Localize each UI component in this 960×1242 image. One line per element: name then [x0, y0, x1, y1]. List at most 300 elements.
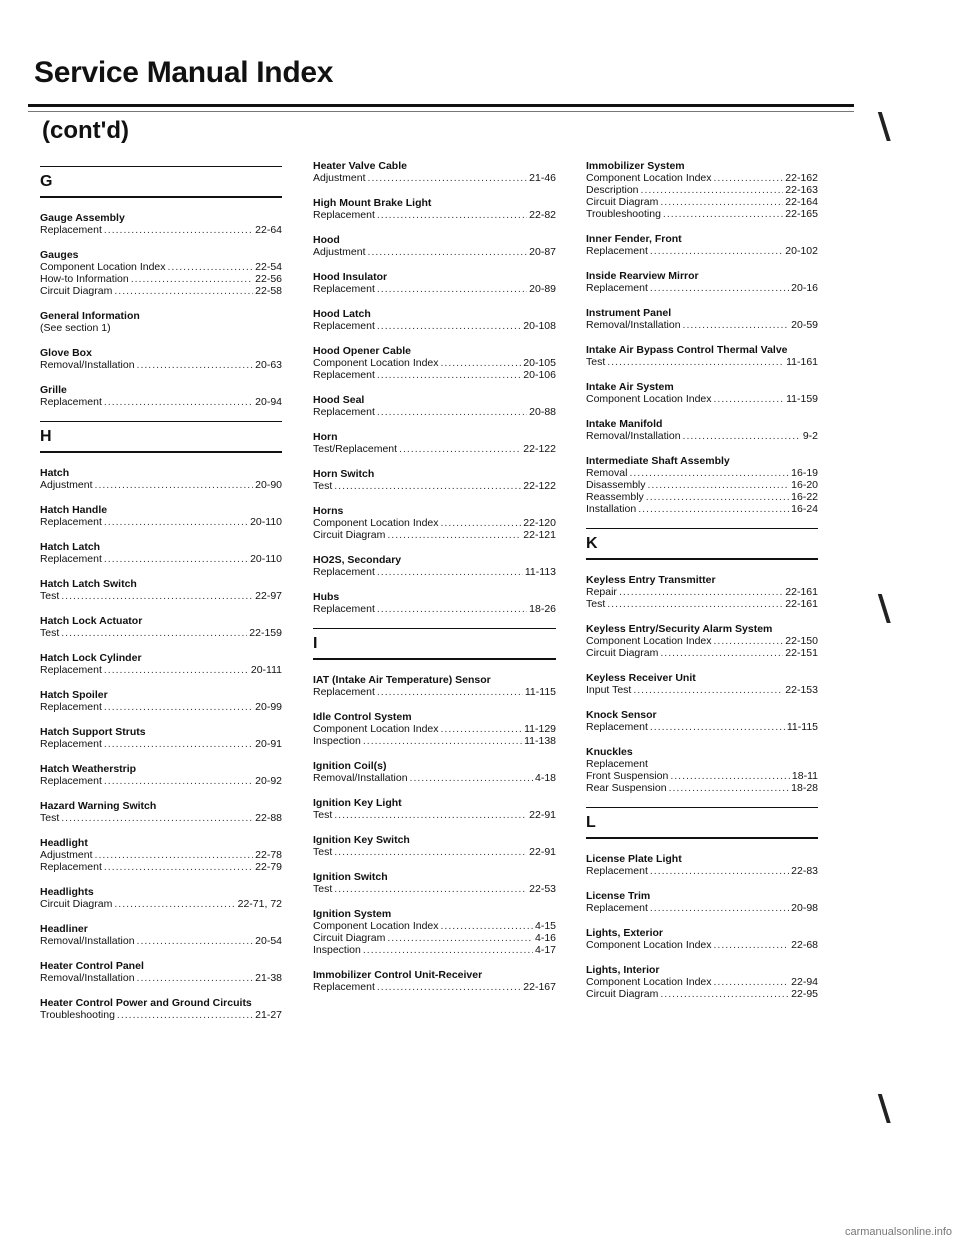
- entry-label: Reassembly: [586, 491, 644, 503]
- entry-row[interactable]: [586, 503, 818, 515]
- entry-label: Replacement: [313, 283, 375, 295]
- leader-dots: [377, 603, 527, 615]
- entry-label: Test: [313, 883, 333, 895]
- entry-row[interactable]: [586, 598, 818, 610]
- entry-row[interactable]: [313, 517, 556, 529]
- section-header: [586, 807, 818, 839]
- entry-row[interactable]: [586, 988, 818, 1000]
- entry-page: 22-161: [785, 598, 818, 610]
- leader-dots: [334, 809, 527, 821]
- entry-page: 22-167: [523, 981, 556, 993]
- entry-label: Replacement: [40, 775, 102, 787]
- entry-row[interactable]: [586, 865, 818, 877]
- entry-title: Intake Air Bypass Control Thermal Valve: [586, 344, 788, 356]
- entry-row[interactable]: [586, 635, 818, 647]
- index-entry: [40, 249, 282, 297]
- entry-label: Test: [586, 356, 606, 368]
- entry-page: 16-19: [791, 467, 818, 479]
- entry-title: Intermediate Shaft Assembly: [586, 455, 730, 467]
- entry-label: Inspection: [313, 944, 361, 956]
- entry-title: Hatch Latch: [40, 541, 101, 553]
- entry-label: Component Location Index: [313, 920, 439, 932]
- entry-title: HO2S, Secondary: [313, 554, 402, 566]
- index-entry: [40, 689, 282, 713]
- entry-row[interactable]: [313, 772, 556, 784]
- entry-label: Disassembly: [586, 479, 646, 491]
- leader-dots: [61, 627, 247, 639]
- section-letter: H: [40, 428, 52, 445]
- entry-page: 4-15: [534, 920, 556, 932]
- leader-dots: [663, 208, 783, 220]
- entry-row[interactable]: [586, 721, 818, 733]
- index-column-1: [40, 160, 282, 1034]
- watermark: carmanualsonline.info: [844, 1226, 952, 1238]
- entry-title: Idle Control System: [313, 711, 412, 723]
- entry-page: 20-63: [255, 359, 282, 371]
- entry-title: Hatch Lock Cylinder: [40, 652, 142, 664]
- entry-title: Immobilizer Control Unit-Receiver: [313, 969, 483, 981]
- index-column-2: [313, 160, 556, 1006]
- entry-page: 20-110: [250, 553, 282, 565]
- index-entry: [586, 746, 818, 794]
- index-entry: [586, 890, 818, 914]
- entry-page: 11-113: [524, 566, 556, 578]
- index-entry: [313, 711, 556, 747]
- entry-page: 18-11: [791, 770, 818, 782]
- section-letter: G: [40, 173, 53, 190]
- index-entry: [313, 760, 556, 784]
- entry-row[interactable]: [40, 396, 282, 408]
- index-entry: [586, 853, 818, 877]
- leader-dots: [363, 944, 533, 956]
- entry-row[interactable]: [313, 981, 556, 993]
- index-entry: [313, 554, 556, 578]
- leader-dots: [714, 172, 784, 184]
- entry-label: Adjustment: [40, 849, 93, 861]
- leader-dots: [646, 491, 789, 503]
- entry-page: 11-115: [786, 721, 818, 733]
- index-entry: [586, 709, 818, 733]
- entry-page: 20-102: [785, 245, 818, 257]
- entry-label: Component Location Index: [586, 172, 712, 184]
- entry-title: License Trim: [586, 890, 651, 902]
- entry-page: 18-26: [529, 603, 556, 615]
- leader-dots: [714, 939, 790, 951]
- leader-dots: [95, 849, 254, 861]
- entry-row[interactable]: [586, 184, 818, 196]
- entry-page: 11-138: [524, 735, 556, 747]
- entry-title: Hatch Lock Actuator: [40, 615, 143, 627]
- entry-label: Replacement: [586, 902, 648, 914]
- entry-label: Component Location Index: [586, 939, 712, 951]
- index-entry: [313, 969, 556, 993]
- entry-row[interactable]: [313, 480, 556, 492]
- entry-row[interactable]: [586, 282, 818, 294]
- entry-row[interactable]: [586, 902, 818, 914]
- entry-page: 11-161: [786, 356, 818, 368]
- entry-page: 21-27: [255, 1009, 282, 1021]
- entry-page: 22-94: [791, 976, 818, 988]
- entry-page: 20-111: [250, 664, 282, 676]
- index-entry: [586, 623, 818, 659]
- entry-page: 20-59: [791, 319, 818, 331]
- entry-page: 20-105: [523, 357, 556, 369]
- entry-page: 22-95: [791, 988, 818, 1000]
- entry-page: 18-28: [791, 782, 818, 794]
- entry-title: Heater Control Power and Ground Circuits: [40, 997, 252, 1009]
- entry-row[interactable]: [313, 246, 556, 258]
- leader-dots: [104, 516, 248, 528]
- entry-title: Intake Manifold: [586, 418, 663, 430]
- entry-title: Keyless Receiver Unit: [586, 672, 696, 684]
- entry-title: Ignition System: [313, 908, 392, 920]
- entry-row[interactable]: [40, 590, 282, 602]
- entry-row[interactable]: [313, 883, 556, 895]
- section-rule: [586, 558, 818, 560]
- entry-row[interactable]: [40, 664, 282, 676]
- index-entry: [40, 504, 282, 528]
- entry-title: High Mount Brake Light: [313, 197, 432, 209]
- entry-title: Hood Opener Cable: [313, 345, 412, 357]
- entry-row[interactable]: [313, 209, 556, 221]
- entry-page: 22-58: [255, 285, 282, 297]
- entry-row[interactable]: [40, 861, 282, 873]
- entry-label: Circuit Diagram: [40, 285, 113, 297]
- index-entry: [313, 197, 556, 221]
- leader-dots: [137, 935, 254, 947]
- leader-dots: [114, 285, 253, 297]
- entry-label: Component Location Index: [40, 261, 166, 273]
- entry-row[interactable]: [40, 627, 282, 639]
- index-entry: [40, 923, 282, 947]
- title-rule-thin: [28, 111, 854, 112]
- entry-title: Headliner: [40, 923, 88, 935]
- entry-title: General Information: [40, 310, 140, 322]
- entry-row[interactable]: [586, 491, 818, 503]
- entry-page: 22-121: [523, 529, 556, 541]
- entry-page: 22-64: [255, 224, 282, 236]
- entry-label: Test: [40, 812, 60, 824]
- entry-title: Immobilizer System: [586, 160, 685, 172]
- index-entry: [313, 591, 556, 615]
- leader-dots: [441, 920, 533, 932]
- entry-row[interactable]: [40, 775, 282, 787]
- leader-dots: [410, 772, 533, 784]
- entry-title: Hazard Warning Switch: [40, 800, 157, 812]
- entry-row[interactable]: [313, 920, 556, 932]
- leader-dots: [131, 273, 253, 285]
- index-entry: [313, 834, 556, 858]
- entry-row[interactable]: [586, 586, 818, 598]
- section-rule: [40, 451, 282, 453]
- leader-dots: [633, 684, 783, 696]
- index-entry: [40, 997, 282, 1021]
- entry-title: Inside Rearview Mirror: [586, 270, 699, 282]
- entry-row[interactable]: [40, 359, 282, 371]
- section-header: [313, 628, 556, 660]
- section-rule: [40, 196, 282, 198]
- entry-row[interactable]: [40, 898, 282, 910]
- entry-page: 22-68: [791, 939, 818, 951]
- entry-label: Component Location Index: [313, 357, 439, 369]
- entry-page: 11-115: [524, 686, 556, 698]
- entry-page: 4-16: [534, 932, 556, 944]
- entry-title: IAT (Intake Air Temperature) Sensor: [313, 674, 491, 686]
- entry-page: 16-24: [791, 503, 818, 515]
- entry-title: Ignition Key Light: [313, 797, 402, 809]
- entry-row[interactable]: [313, 723, 556, 735]
- entry-label: Replacement: [313, 686, 375, 698]
- entry-label: Removal/Installation: [313, 772, 408, 784]
- entry-row[interactable]: [586, 647, 818, 659]
- index-entry: [313, 797, 556, 821]
- entry-label: Replacement: [586, 245, 648, 257]
- leader-dots: [363, 735, 522, 747]
- entry-row[interactable]: [313, 686, 556, 698]
- entry-page: 20-87: [529, 246, 556, 258]
- entry-label: Replacement: [313, 406, 375, 418]
- entry-page: 4-18: [534, 772, 556, 784]
- index-entry: [586, 927, 818, 951]
- section-header: [586, 528, 818, 560]
- entry-page: 11-159: [786, 393, 818, 405]
- entry-page: 20-98: [791, 902, 818, 914]
- leader-dots: [104, 664, 249, 676]
- entry-title: Ignition Key Switch: [313, 834, 410, 846]
- entry-page: 22-54: [255, 261, 282, 273]
- entry-row[interactable]: [40, 1009, 282, 1021]
- section-header: [40, 421, 282, 453]
- entry-page: 22-53: [529, 883, 556, 895]
- entry-row[interactable]: [40, 273, 282, 285]
- entry-row[interactable]: [313, 320, 556, 332]
- entry-label: Removal/Installation: [40, 935, 135, 947]
- entry-row[interactable]: [313, 944, 556, 956]
- entry-row[interactable]: [313, 932, 556, 944]
- entry-row[interactable]: [586, 196, 818, 208]
- leader-dots: [377, 981, 521, 993]
- index-entry: [586, 344, 818, 368]
- index-entry: [586, 270, 818, 294]
- entry-page: 22-88: [255, 812, 282, 824]
- index-entry: [313, 468, 556, 492]
- leader-dots: [399, 443, 521, 455]
- entry-row[interactable]: [586, 208, 818, 220]
- title-rule: [28, 104, 854, 107]
- entry-title: Instrument Panel: [586, 307, 672, 319]
- entry-row[interactable]: [40, 701, 282, 713]
- entry-page: 16-20: [791, 479, 818, 491]
- entry-row[interactable]: [586, 356, 818, 368]
- entry-row[interactable]: [313, 172, 556, 184]
- entry-row[interactable]: [586, 467, 818, 479]
- entry-row[interactable]: [586, 319, 818, 331]
- entry-title: Glove Box: [40, 347, 92, 359]
- entry-label: Input Test: [586, 684, 632, 696]
- entry-page: 20-89: [529, 283, 556, 295]
- entry-row[interactable]: [313, 529, 556, 541]
- entry-row[interactable]: [586, 245, 818, 257]
- leader-dots: [104, 701, 253, 713]
- leader-dots: [334, 883, 527, 895]
- entry-label: Replacement: [40, 224, 102, 236]
- leader-dots: [104, 553, 248, 565]
- entry-label: Inspection: [313, 735, 361, 747]
- leader-dots: [660, 196, 783, 208]
- entry-row[interactable]: [313, 603, 556, 615]
- entry-title: Gauge Assembly: [40, 212, 125, 224]
- entry-row[interactable]: [40, 738, 282, 750]
- entry-row[interactable]: [40, 849, 282, 861]
- entry-row[interactable]: [313, 357, 556, 369]
- entry-title: Keyless Entry/Security Alarm System: [586, 623, 773, 635]
- index-entry: [40, 837, 282, 873]
- entry-row[interactable]: [313, 369, 556, 381]
- entry-label: Replacement: [40, 553, 102, 565]
- entry-title: Headlight: [40, 837, 88, 849]
- entry-label: How-to Information: [40, 273, 129, 285]
- entry-title: Ignition Coil(s): [313, 760, 387, 772]
- leader-dots: [714, 976, 790, 988]
- entry-page: 22-163: [785, 184, 818, 196]
- entry-page: 22-78: [255, 849, 282, 861]
- entry-page: 22-165: [785, 208, 818, 220]
- entry-page: 9-2: [802, 430, 818, 442]
- leader-dots: [650, 245, 783, 257]
- entry-label: Troubleshooting: [40, 1009, 115, 1021]
- leader-dots: [377, 320, 521, 332]
- leader-dots: [638, 503, 789, 515]
- entry-row[interactable]: [586, 430, 818, 442]
- page-subtitle: (cont'd): [42, 117, 130, 144]
- leader-dots: [669, 782, 790, 794]
- entry-row[interactable]: [586, 479, 818, 491]
- thumb-tab-icon: ∖: [872, 591, 894, 629]
- leader-dots: [387, 529, 521, 541]
- entry-row[interactable]: [313, 566, 556, 578]
- leader-dots: [104, 224, 253, 236]
- thumb-tab-icon: ∖: [872, 109, 894, 147]
- entry-page: 22-150: [785, 635, 818, 647]
- leader-dots: [377, 686, 523, 698]
- entry-label: Circuit Diagram: [586, 647, 659, 659]
- entry-label: Removal/Installation: [586, 319, 681, 331]
- entry-label: Replacement: [40, 701, 102, 713]
- entry-row[interactable]: [40, 285, 282, 297]
- entry-row[interactable]: [313, 846, 556, 858]
- entry-page: 20-110: [250, 516, 282, 528]
- index-entry: [40, 310, 282, 334]
- entry-page: 22-122: [523, 480, 556, 492]
- entry-row[interactable]: [313, 809, 556, 821]
- leader-dots: [607, 356, 784, 368]
- entry-page: 20-108: [523, 320, 556, 332]
- entry-page: 22-120: [523, 517, 556, 529]
- entry-title: Hatch Support Struts: [40, 726, 146, 738]
- leader-dots: [104, 861, 253, 873]
- entry-row[interactable]: [586, 172, 818, 184]
- index-entry: [313, 908, 556, 956]
- entry-label: Repair: [586, 586, 617, 598]
- entry-row[interactable]: [586, 393, 818, 405]
- index-entry: [586, 307, 818, 331]
- entry-label: Description: [586, 184, 639, 196]
- entry-page: 20-92: [255, 775, 282, 787]
- entry-row[interactable]: [313, 406, 556, 418]
- entry-title: Horn Switch: [313, 468, 375, 480]
- entry-label: Adjustment: [40, 479, 93, 491]
- entry-row[interactable]: [313, 443, 556, 455]
- entry-row[interactable]: [586, 684, 818, 696]
- index-entry: [586, 233, 818, 257]
- entry-row[interactable]: [40, 972, 282, 984]
- entry-label: Test/Replacement: [313, 443, 398, 455]
- entry-label: Component Location Index: [586, 393, 712, 405]
- entry-row[interactable]: [40, 516, 282, 528]
- section-rule: [313, 658, 556, 660]
- leader-dots: [61, 590, 253, 602]
- entry-page: 22-162: [785, 172, 818, 184]
- leader-dots: [104, 775, 253, 787]
- entry-title: Knock Sensor: [586, 709, 657, 721]
- index-entry: [40, 541, 282, 565]
- leader-dots: [714, 393, 785, 405]
- entry-note: (See section 1): [40, 322, 111, 334]
- entry-label: Circuit Diagram: [586, 196, 659, 208]
- entry-row[interactable]: [586, 770, 818, 782]
- entry-row[interactable]: [586, 939, 818, 951]
- entry-row[interactable]: [40, 553, 282, 565]
- leader-dots: [619, 586, 783, 598]
- leader-dots: [441, 517, 522, 529]
- leader-dots: [368, 172, 528, 184]
- entry-row[interactable]: [40, 261, 282, 273]
- entry-row[interactable]: [313, 735, 556, 747]
- entry-label: Replacement: [586, 865, 648, 877]
- leader-dots: [641, 184, 784, 196]
- entry-row[interactable]: [40, 812, 282, 824]
- entry-row[interactable]: [313, 283, 556, 295]
- entry-label: Replacement: [586, 721, 648, 733]
- entry-row[interactable]: [586, 976, 818, 988]
- entry-title: License Plate Light: [586, 853, 682, 865]
- entry-label: Replacement: [40, 516, 102, 528]
- entry-page: 22-164: [785, 196, 818, 208]
- entry-label: Installation: [586, 503, 637, 515]
- entry-page: 22-159: [249, 627, 282, 639]
- index-entry: [40, 763, 282, 787]
- entry-title: Horns: [313, 505, 344, 517]
- entry-page: 20-16: [791, 282, 818, 294]
- leader-dots: [377, 209, 527, 221]
- index-entry: [586, 455, 818, 515]
- entry-label: Replacement: [313, 209, 375, 221]
- leader-dots: [660, 647, 783, 659]
- leader-dots: [660, 988, 789, 1000]
- entry-label: Circuit Diagram: [313, 932, 386, 944]
- leader-dots: [629, 467, 789, 479]
- entry-row[interactable]: [586, 782, 818, 794]
- entry-row[interactable]: [40, 935, 282, 947]
- entry-row[interactable]: [40, 479, 282, 491]
- leader-dots: [387, 932, 533, 944]
- index-entry: [313, 234, 556, 258]
- entry-row[interactable]: [40, 224, 282, 236]
- leader-dots: [95, 479, 254, 491]
- leader-dots: [104, 738, 253, 750]
- index-entry: [40, 800, 282, 824]
- entry-page: 20-54: [255, 935, 282, 947]
